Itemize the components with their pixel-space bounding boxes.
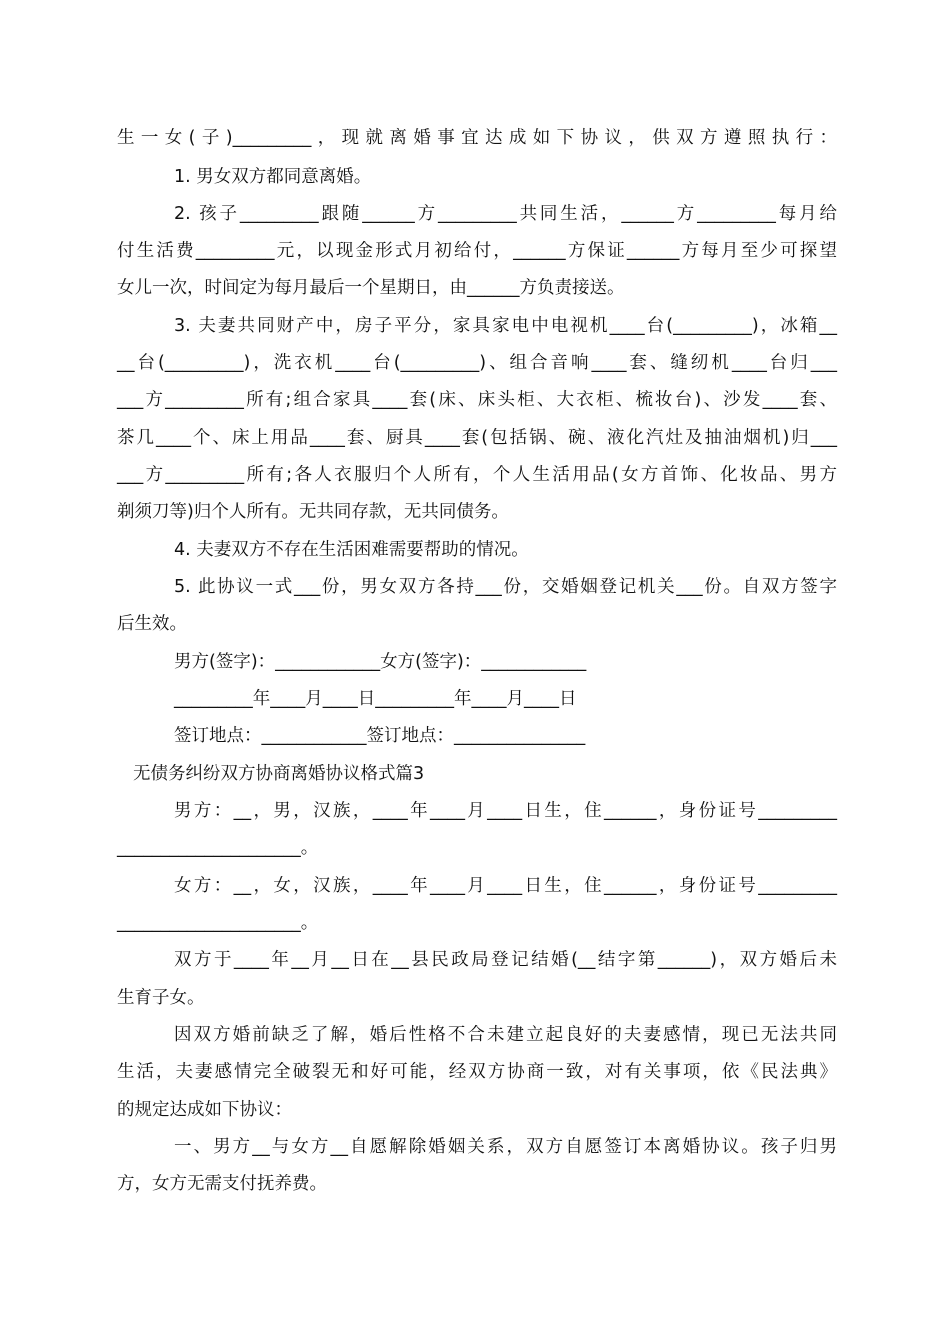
text-line: __台(_________)，洗衣机____台(_________)、组合音响____套、缝纫机____台归___	[117, 353, 837, 373]
text-line: 方，女方无需支付抚养费。	[117, 1174, 327, 1194]
date-line: _________年____月____日_________年____月____日	[174, 689, 577, 709]
male-party-line: 男方：__，男，汉族，____年____月____日生，住______，身份证号_________	[174, 801, 837, 821]
clause-3: 3. 夫妻共同财产中，房子平分，家具家电中电视机____台(_________)，冰箱__	[174, 316, 837, 336]
marriage-registration-line: 双方于____年__月__日在__县民政局登记结婚(__结字第______)，双方婚后未	[174, 950, 837, 970]
text-line: 茶几____个、床上用品____套、厨具____套(包括锅、碗、液化汽灶及抽油烟机)归___	[117, 428, 837, 448]
text-line: _____________________。	[117, 838, 319, 858]
signing-place-line: 签订地点：____________签订地点：_______________	[174, 726, 586, 746]
clause-2: 2. 孩子_________跟随______方_________共同生活，______方_________每月给	[174, 204, 837, 224]
text-line: 生一女(子)_________，现就离婚事宜达成如下协议，供双方遵照执行：	[117, 128, 837, 148]
agreement-article-1: 一、男方__与女方__自愿解除婚姻关系，双方自愿签订本离婚协议。孩子归男	[174, 1137, 837, 1157]
text-line: 的规定达成如下协议：	[117, 1100, 292, 1120]
clause-5: 5. 此协议一式___份，男女双方各持___份，交婚姻登记机关___份。自双方签字	[174, 577, 837, 597]
text-line: ___方_________所有;组合家具____套(床、床头柜、大衣柜、梳妆台)、沙发____套、	[117, 390, 837, 410]
signature-line: 男方(签字)：____________女方(签字)：____________	[174, 652, 587, 672]
section-title: 无债务纠纷双方协商离婚协议格式篇3	[133, 764, 425, 784]
female-party-line: 女方：__，女，汉族，____年____月____日生，住______，身份证号_________	[174, 876, 837, 896]
text-line: 后生效。	[117, 614, 187, 634]
text-line: 剃须刀等)归个人所有。无共同存款，无共同债务。	[117, 502, 509, 522]
clause-4: 4. 夫妻双方不存在生活困难需要帮助的情况。	[174, 540, 529, 560]
text-line: _____________________。	[117, 913, 319, 933]
reason-paragraph: 因双方婚前缺乏了解，婚后性格不合未建立起良好的夫妻感情，现已无法共同	[174, 1025, 837, 1045]
text-line: 生活，夫妻感情完全破裂无和好可能，经双方协商一致，对有关事项，依《民法典》	[117, 1062, 837, 1082]
text-line: 女儿一次，时间定为每月最后一个星期日，由______方负责接送。	[117, 278, 625, 298]
clause-1: 1. 男女双方都同意离婚。	[174, 167, 372, 187]
text-line: ___方_________所有;各人衣服归个人所有，个人生活用品(女方首饰、化妆品、男方	[117, 465, 837, 485]
text-line: 生育子女。	[117, 988, 205, 1008]
text-line: 付生活费_________元，以现金形式月初给付，______方保证______方每月至少可探望	[117, 241, 837, 261]
